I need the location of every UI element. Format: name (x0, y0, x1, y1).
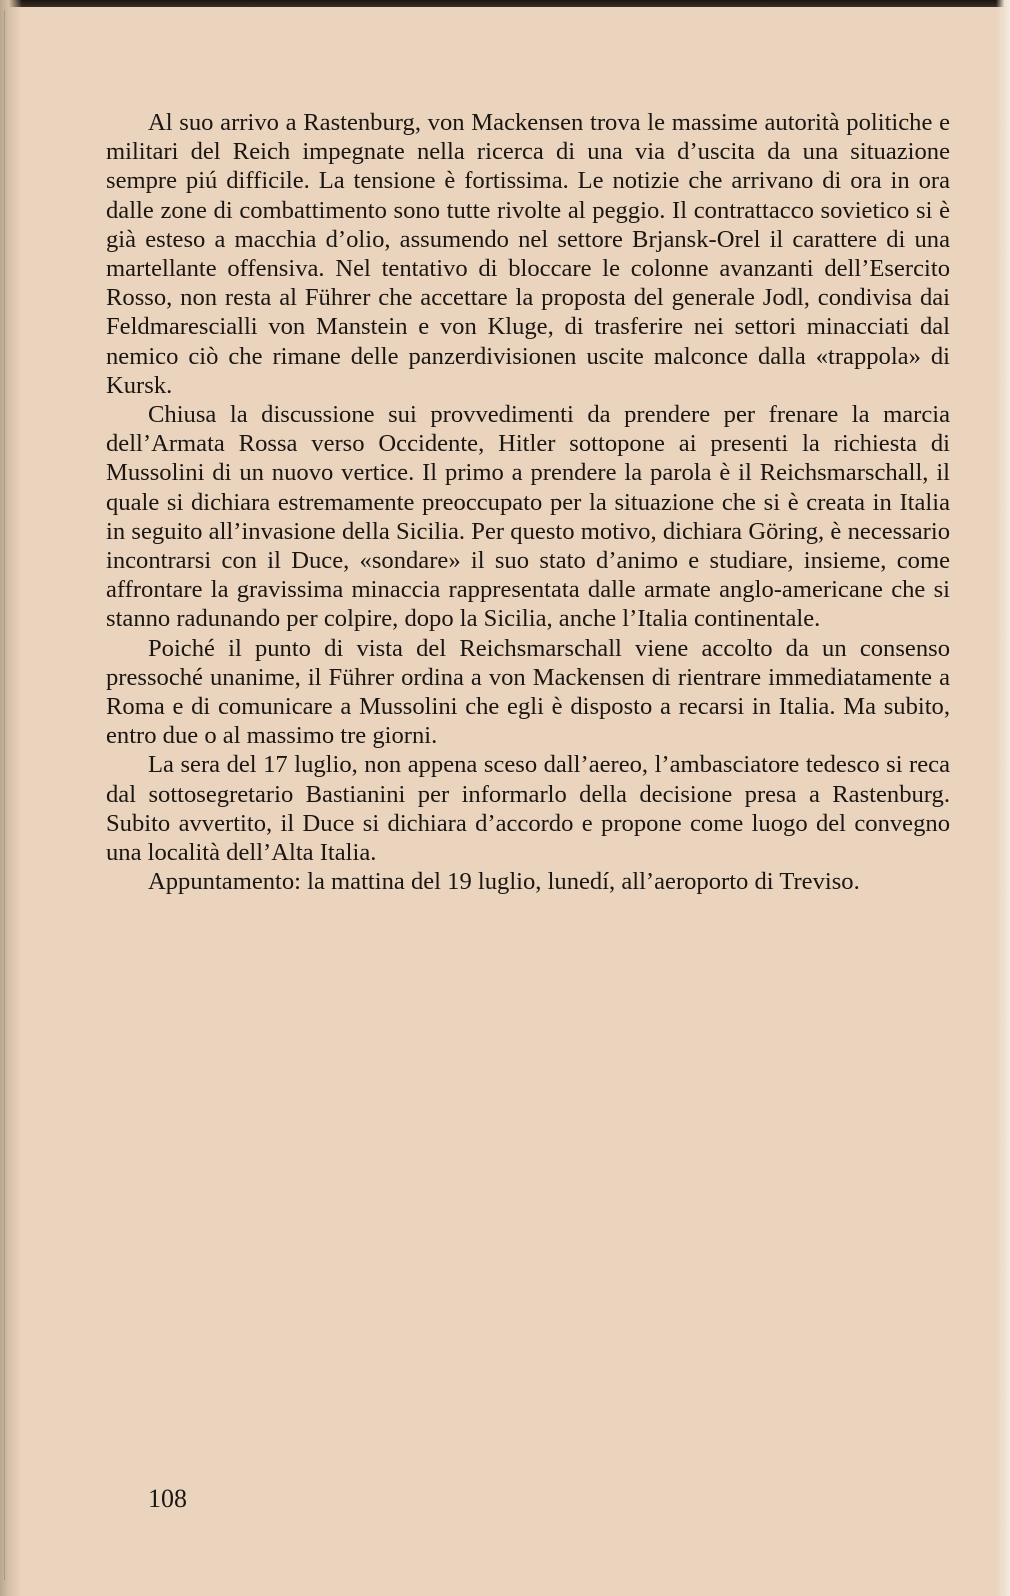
binding-line (4, 10, 5, 1580)
paragraph-5: Appuntamento: la mattina del 19 luglio, lunedí, all’aeroporto di Treviso. (148, 868, 860, 896)
page-binding-edge (0, 0, 22, 1596)
paragraph-1: Al suo arrivo a Rastenburg, von Mackensen trova le massime autorità politiche e militari del Reich impegnate nella ricerca di una via d’uscita da una situazione sempre piú difficile. La tensione è fortissima. Le notizie che arrivano di ora in ora dalle zone di combattimento sono tutte rivolte al peggio. Il contrattacco sovietico si è già esteso a macchia d’olio, assumendo nel settore Brjansk-Orel il carattere di una martellante offensiva. Nel tentativo di bloccare le colonne avanzanti dell’Esercito Rosso, non resta al Führer che accettare la proposta del generale Jodl, condivisa dai Feldmarescialli von Manstein e von Kluge, di trasferire nei settori minacciati dal nemico ciò che rimane delle panzerdivisionen uscite malconce dalla «trappola» di Kursk. (106, 109, 950, 399)
paragraph-4: La sera del 17 luglio, non appena sceso dall’aereo, l’ambasciatore tedesco si reca dal sottosegretario Bastianini per informarlo della decisione presa a Rastenburg. Subito avvertito, il Duce si dichiara d’accordo e propone come luogo del convegno una località dell’Alta Italia. (106, 751, 950, 867)
paragraph-3: Poiché il punto di vista del Reichsmarschall viene accolto da un consenso pressoché unanime, il Führer ordina a von Mackensen di rientrare immediatamente a Roma e di comunicare a Mussolini che egli è disposto a recarsi in Italia. Ma subito, entro due o al massimo tre giorni. (106, 634, 950, 750)
page-top-edge (0, 0, 1010, 7)
paragraph-2: Chiusa la discussione sui provvedimenti da prendere per frenare la marcia dell’Armata Rossa verso Occidente, Hitler sottopone ai presenti la richiesta di Mussolini di un nuovo vertice. Il primo a prendere la parola è il Reichsmarschall, il quale si dichiara estremamente preoccupato per la situazione che si è creata in Italia in seguito all’invasione della Sicilia. Per questo motivo, dichiara Göring, è necessario incontrarsi con il Duce, «sondare» il suo stato d’animo e studiare, insieme, come affrontare la gravissima minaccia rappresentata dalle armate anglo-americane che si stanno radunando per colpire, dopo la Sicilia, anche l’Italia continentale. (106, 401, 950, 633)
page-number: 108 (148, 1484, 187, 1513)
body-text (106, 108, 950, 896)
page-right-edge (996, 0, 1010, 1596)
